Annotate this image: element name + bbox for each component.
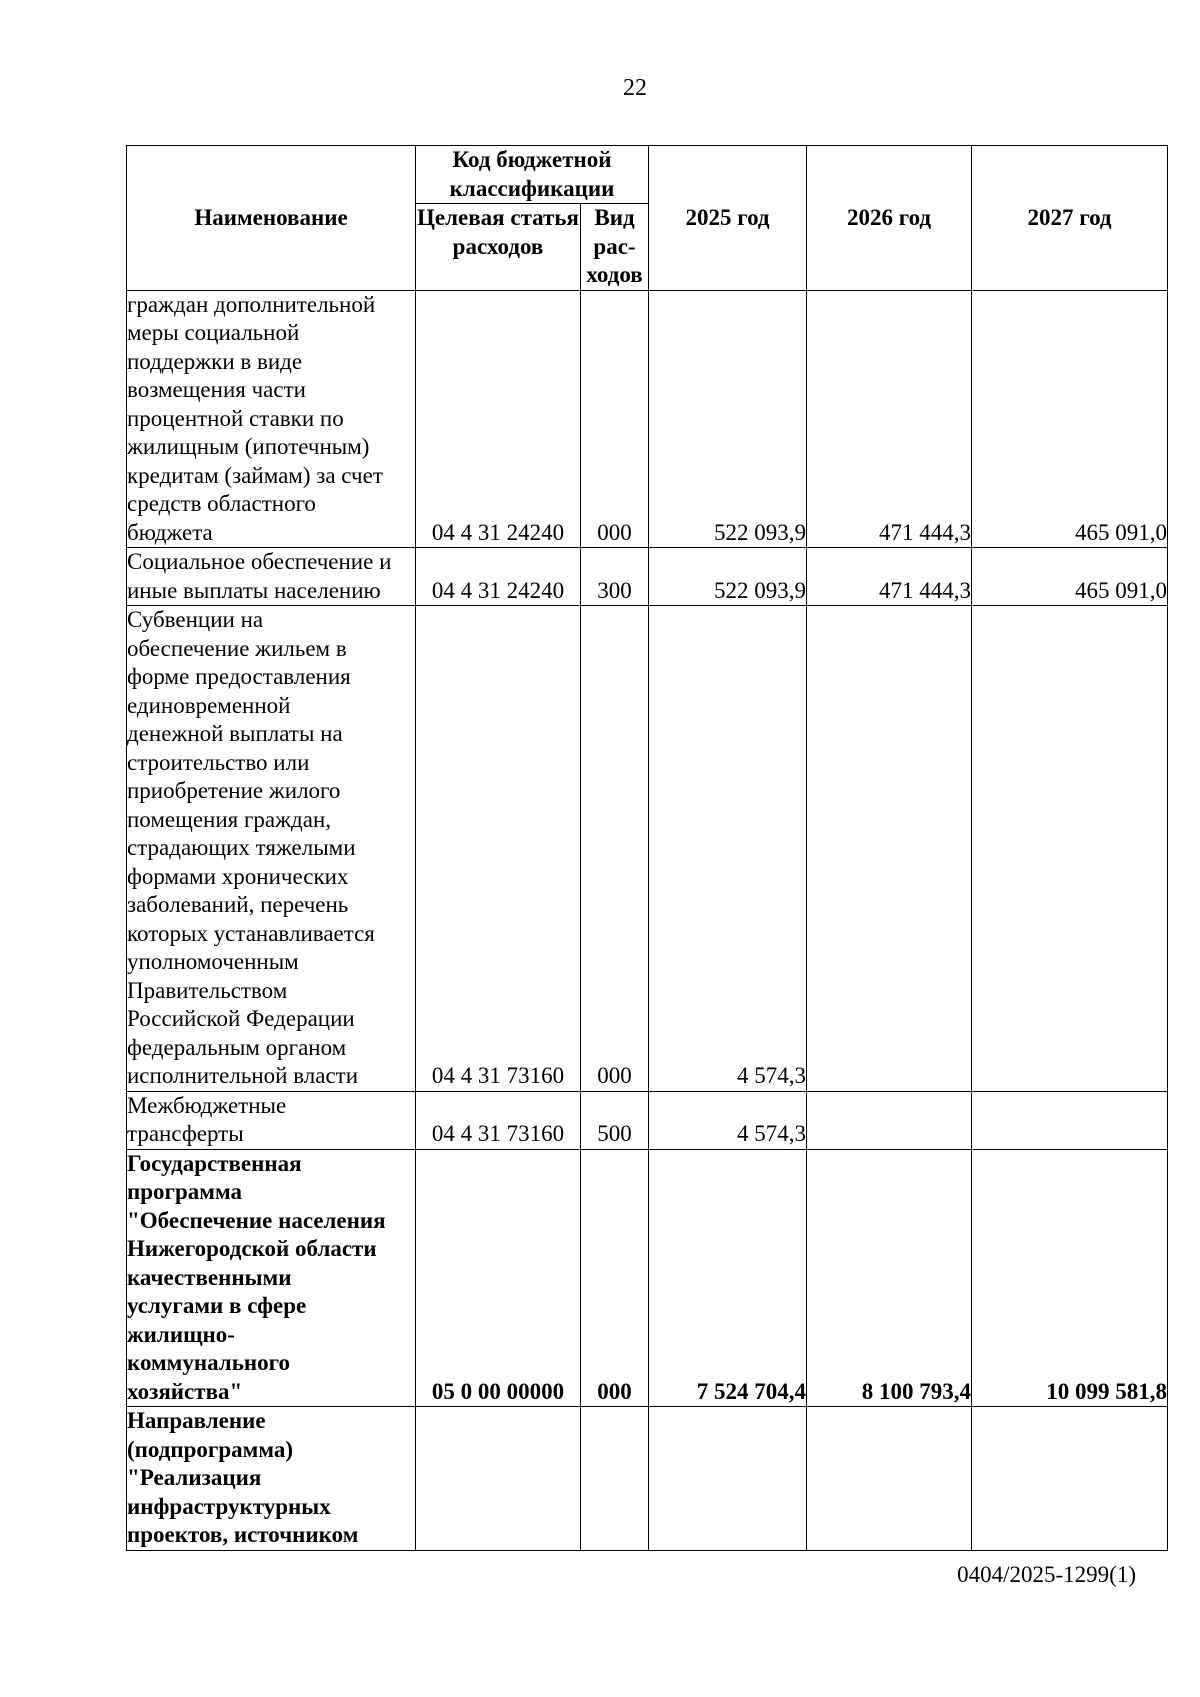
row-value-2027 (972, 606, 1168, 1092)
page-number: 22 (623, 75, 647, 101)
row-name-line: строительство или (127, 749, 310, 775)
row-name (127, 548, 416, 606)
row-value-2025: 4 574,3 (649, 1091, 807, 1149)
row-name-line: помещения граждан, (127, 806, 332, 832)
row-name-line: иные выплаты населению (127, 577, 381, 603)
row-value-2025: 7 524 704,4 (649, 1149, 807, 1407)
row-name (127, 290, 416, 548)
row-name-line: Социальное обеспечение и (127, 549, 392, 574)
table-row (127, 606, 1168, 1092)
row-name-line: обеспечение жильем в (127, 635, 347, 661)
row-target-code: 04 4 31 73160 (416, 606, 581, 1092)
row-name (127, 1149, 416, 1407)
row-name-line: "Реализация (127, 1465, 262, 1490)
row-name-line: хозяйства" (127, 1378, 243, 1404)
row-name-line: Направление (127, 1408, 266, 1433)
row-name-line: единовременной (127, 692, 291, 718)
row-name-line: исполнительной власти (127, 1063, 359, 1088)
row-name-line: "Обеспечение населения (127, 1207, 386, 1233)
table-row (127, 1091, 1168, 1149)
row-name-line: уполномоченным (127, 949, 299, 974)
row-name-line: средств областного (127, 491, 316, 516)
row-expense-kind: 000 (581, 1149, 649, 1407)
budget-table (126, 145, 1168, 1551)
row-name-line: процентной ставки по (127, 405, 344, 431)
row-name-line: денежной выплаты на (127, 721, 343, 746)
row-name-line: проектов, источником (127, 1522, 359, 1547)
row-name-line: Российской Федерации (127, 1006, 355, 1031)
row-name-line: Нижегородской области (127, 1236, 377, 1261)
row-value-2026 (807, 1407, 972, 1551)
table-row (127, 1407, 1168, 1551)
row-value-2026: 8 100 793,4 (807, 1149, 972, 1407)
row-name-line: инфраструктурных (127, 1493, 331, 1519)
header-target: Целевая статья расходов (416, 204, 581, 291)
row-value-2026 (807, 606, 972, 1092)
row-name-line: Государственная (127, 1150, 302, 1176)
row-name-line: федеральным органом (127, 1034, 347, 1060)
row-name-line: форме предоставления (127, 664, 351, 689)
row-value-2027: 465 091,0 (972, 548, 1168, 606)
row-target-code (416, 1407, 581, 1551)
row-name-line: формами хронических (127, 863, 349, 889)
row-name-line: трансферты (127, 1121, 244, 1146)
row-value-2027 (972, 1091, 1168, 1149)
row-name-line: программа (127, 1179, 242, 1204)
row-value-2026: 471 444,3 (807, 548, 972, 606)
table-row (127, 548, 1168, 606)
row-value-2025 (649, 1407, 807, 1551)
row-expense-kind: 500 (581, 1091, 649, 1149)
row-name-line: жилищным (ипотечным) (127, 434, 370, 459)
row-name (127, 606, 416, 1092)
row-name-line: возмещения части (127, 377, 306, 402)
row-target-code: 05 0 00 00000 (416, 1149, 581, 1407)
document-code: 0404/2025-1299(1) (957, 1562, 1136, 1587)
row-name-line: жилищно- (127, 1321, 235, 1347)
row-name-line: Субвенции на (127, 607, 264, 632)
row-value-2025: 522 093,9 (649, 548, 807, 606)
row-value-2025: 522 093,9 (649, 290, 807, 548)
row-name-line: кредитам (займам) за счет (127, 462, 383, 488)
table-row (127, 290, 1168, 548)
row-name-line: качественными (127, 1264, 292, 1290)
row-name-line: коммунального (127, 1350, 290, 1375)
row-value-2027 (972, 1407, 1168, 1551)
row-target-code: 04 4 31 73160 (416, 1091, 581, 1149)
table-body (127, 290, 1168, 1550)
row-value-2026: 471 444,3 (807, 290, 972, 548)
row-value-2026 (807, 1091, 972, 1149)
row-value-2027: 10 099 581,8 (972, 1149, 1168, 1407)
row-target-code: 04 4 31 24240 (416, 290, 581, 548)
header-2025: 2025 год (649, 146, 807, 291)
row-name-line: Правительством (127, 977, 288, 1003)
header-code-group: Код бюджетной классификации (416, 146, 649, 204)
row-name-line: (подпрограмма) (127, 1436, 293, 1462)
row-name-line: услугами в сфере (127, 1293, 307, 1318)
row-name-line: страдающих тяжелыми (127, 835, 356, 860)
row-name-line: заболеваний, перечень (127, 892, 349, 917)
header-2026: 2026 год (807, 146, 972, 291)
row-expense-kind: 000 (581, 606, 649, 1092)
header-kind: Вид рас-ходов (581, 204, 649, 291)
row-target-code: 04 4 31 24240 (416, 548, 581, 606)
row-value-2027: 465 091,0 (972, 290, 1168, 548)
row-value-2025: 4 574,3 (649, 606, 807, 1092)
header-2027: 2027 год (972, 146, 1168, 291)
row-name-line: приобретение жилого (127, 778, 341, 803)
row-expense-kind: 000 (581, 290, 649, 548)
row-name-line: Межбюджетные (127, 1092, 287, 1118)
row-name-line: бюджета (127, 519, 213, 545)
row-name-line: поддержки в виде (127, 348, 303, 374)
row-name-line: меры социальной (127, 320, 300, 345)
row-name (127, 1407, 416, 1551)
table-row (127, 1149, 1168, 1407)
row-expense-kind: 300 (581, 548, 649, 606)
row-expense-kind (581, 1407, 649, 1551)
row-name-line: граждан дополнительной (127, 291, 376, 317)
header-name: Наименование (127, 146, 416, 291)
row-name-line: которых устанавливается (127, 920, 375, 946)
row-name (127, 1091, 416, 1149)
